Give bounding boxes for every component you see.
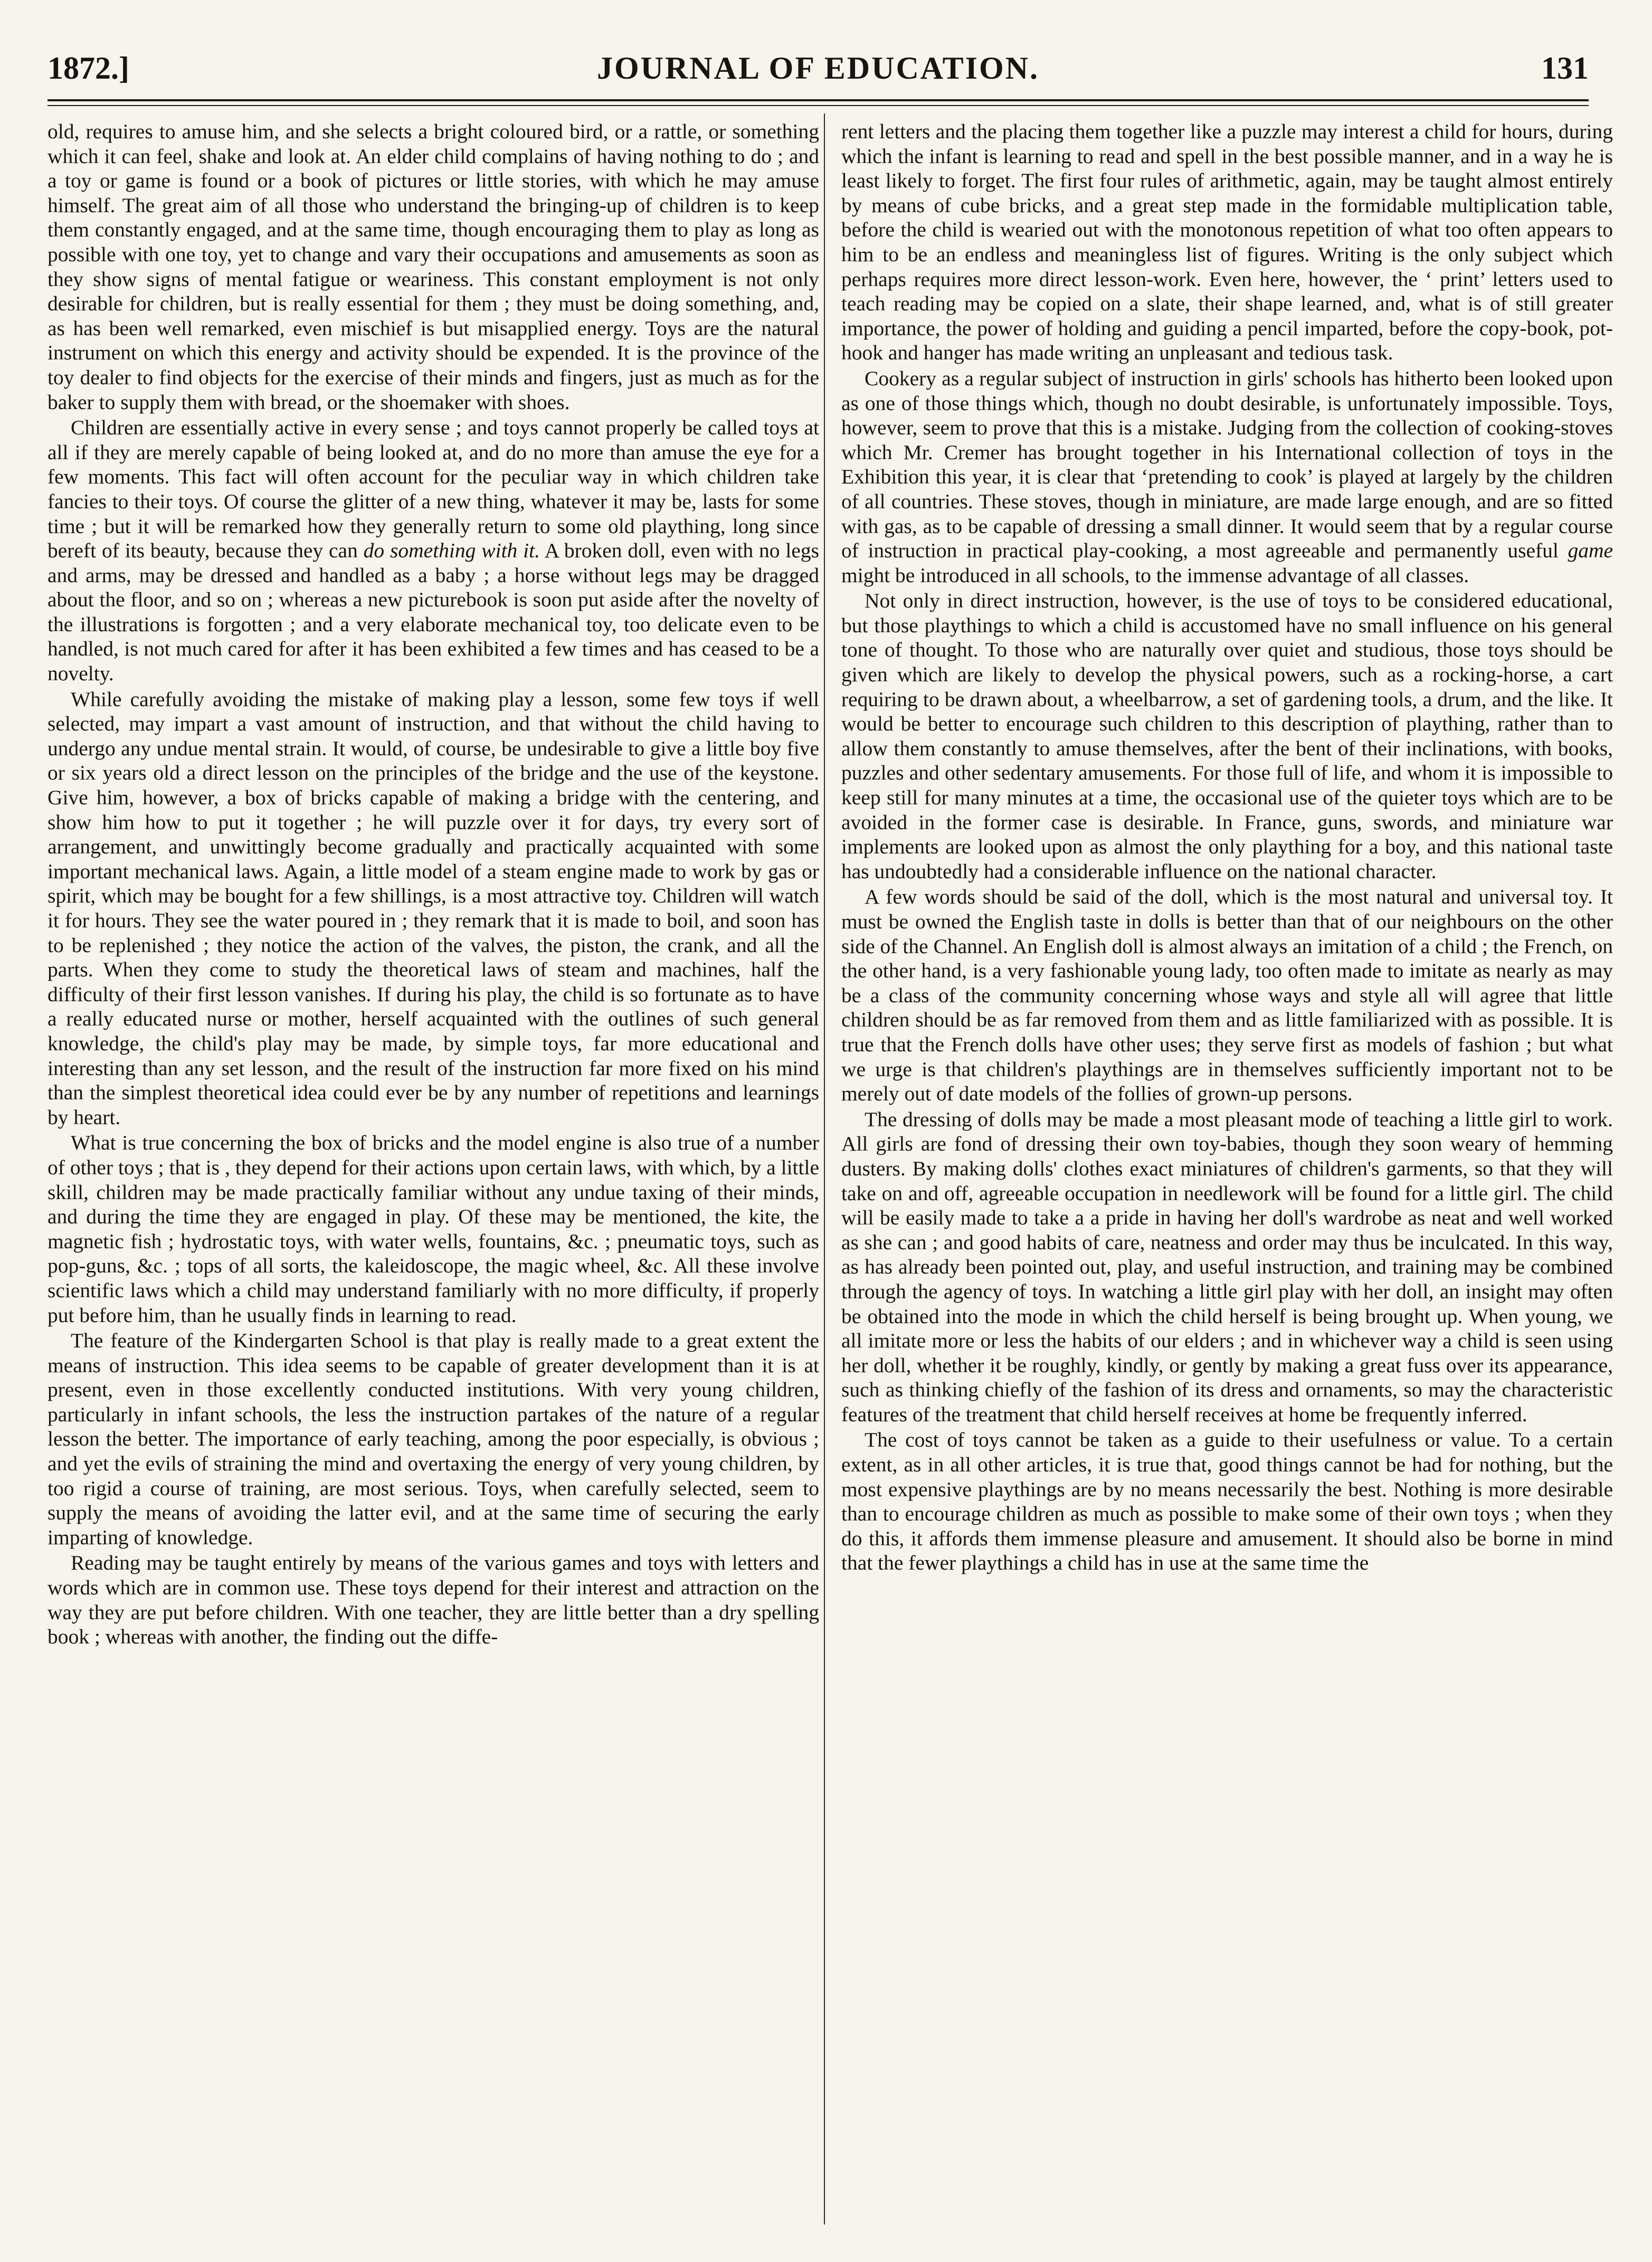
header-rule-thick <box>48 99 1589 101</box>
paragraph: The dressing of dolls may be made a most pleasant mode of teaching a little girl to work. All girls are fond of dressing their own toy-babies, though they soon weary of hemming dusters. By making dolls' clothes exact miniatures of children's garments, so that they will take on and off, agreeable occupation in needlework will be found for a little girl. The child will be easily made to take a a pride in having her doll's wardrobe as neat and well worked as she can ; and good habits of care, neatness and order may thus be inculcated. In this way, as has already been pointed out, play, and useful instruction, and training may be combined through the agency of toys. In watching a little girl play with her doll, an insight may often be obtained into the mode in which the child herself is being brought up. When young, we all imitate more or less the habits of our elders ; and in whichever way a child is seen using her doll, whether it be roughly, kindly, or gently by making a great fuss over its appearance, such as thinking chiefly of the fashion of its dress and ornaments, so may the characteristic features of the treatment that child herself receives at home be frequently inferred. <box>841 1107 1613 1426</box>
paragraph: Not only in direct instruction, however, is the use of toys to be considered educational, but those playthings to which a child is accustomed have no small influence on his general tone of thought. To those who are naturally over quiet and studious, those toys should be given which are likely to develop the physical powers, such as a rocking-horse, a cart requiring to be drawn about, a wheelbarrow, a set of gardening tools, a drum, and the like. It would be better to encourage such children to this description of plaything, rather than to allow them constantly to amuse themselves, after the bent of their inclinations, with books, puzzles and other sedentary amusements. For those full of life, and whom it is impossible to keep still for many minutes at a time, the occasional use of the quieter toys which are to be avoided in the former case is desirable. In France, guns, swords, and miniature war implements are looked upon as almost the only plaything for a boy, and this national taste has undoubtedly had a considerable influence on the national character. <box>841 589 1613 883</box>
paragraph-text: Cookery as a regular subject of instruction in girls' schools has hitherto been looked upon as one of those things which, though no doubt desirable, is unfortunately impossible. Toys, however, seem to prove that this is a mistake. Judging from the collection of cooking-stoves which Mr. Cremer has brought together in his International collection of toys in the Exhibition this year, it is clear that ‘pretending to cook’ is played at largely by the children of all countries. These stoves, though in miniature, are made large enough, and are so fitted with gas, as to be capable of dressing a small dinner. It would seem that by a regular course of instruction in practical play-cooking, a most agreeable and permanently useful <box>841 366 1613 563</box>
paragraph: The cost of toys cannot be taken as a guide to their usefulness or value. To a certain extent, as in all other articles, it is true that, good things cannot be had for nothing, but the most expensive playthings are by no means necessarily the best. Nothing is more desirable than to encourage children as much as possible to make some of their own toys ; when they do this, it affords them immense pleasure and amusement. It should also be borne in mind that the fewer playthings a child has in use at the same time the <box>841 1428 1613 1575</box>
column-divider <box>824 113 825 2225</box>
paragraph-text: might be introduced in all schools, to the immense advantage of all classes. <box>841 563 1469 587</box>
right-column <box>841 119 1613 2225</box>
paragraph: The feature of the Kindergarten School is that play is really made to a great extent the means of instruction. This idea seems to be capable of greater development than it is at present, even in those excellently conducted institutions. With very young children, particularly in infant schools, the less the instruction partakes of the nature of a regular lesson the better. The importance of early teaching, among the poor especially, is obvious ; and yet the evils of straining the mind and overtaxing the energy of very young children, by too rigid a course of training, are most serious. Toys, when carefully selected, seem to supply the means of avoiding the latter evil, and at the same time of securing the early imparting of knowledge. <box>48 1329 819 1549</box>
paragraph <box>841 366 1613 587</box>
paragraph: What is true concerning the box of bricks and the model engine is also true of a number of other toys ; that is , they depend for their actions upon certain laws, with which, by a little skill, children may be made practically familiar without any undue taxing of their minds, and during the time they are engaged in play. Of these may be mentioned, the kite, the magnetic fish ; hydrostatic toys, with water wells, fountains, &c. ; pneumatic toys, such as pop-guns, &c. ; tops of all sorts, the kaleidoscope, the magic wheel, &c. All these involve scientific laws which a child may understand familiarly with no more difficulty, if properly put before him, than he usually finds in learning to read. <box>48 1131 819 1327</box>
paragraph: A few words should be said of the doll, which is the most natural and universal toy. It must be owned the English taste in dolls is better than that of our neighbours on the other side of the Channel. An English doll is almost always an imitation of a child ; the French, on the other hand, is a very fashionable young lady, too often made to imitate as nearly as may be a class of the community concerning whose ways and style all will agree that little children should be as far removed from them and as little familiarized with as possible. It is true that the French dolls have other uses; they serve first as models of fashion ; but what we urge is that children's playthings are in themselves sufficiently important not to be merely out of date models of the follies of grown-up persons. <box>841 885 1613 1106</box>
paragraph-text: Children are essentially active in every sense ; and toys cannot properly be called toys at all if they are merely capable of being looked at, and do no more than amuse the eye for a few moments. This fact will often account for the peculiar way in which children take fancies to their toys. Of course the glitter of a new thing, whatever it may be, lasts for some time ; but it will be remarked how they generally return to some old plaything, long since bereft of its beauty, because they can <box>48 416 819 563</box>
paragraph: rent letters and the placing them together like a puzzle may interest a child for hours, during which the infant is learning to read and spell in the best possible manner, and in a way he is least likely to forget. The first four rules of arithmetic, again, may be taught almost entirely by means of cube bricks, and a great step made in the formidable multiplication table, before the child is wearied out with the monotonous repetition of what too often appears to him to be an endless and meaningless list of figures. Writing is the only subject which perhaps requires more direct lesson-work. Even here, however, the ‘ print’ letters used to teach reading may be copied on a slate, their shape learned, and, what is of still greater importance, the power of holding and guiding a pencil imparted, before the copy-book, pot-hook and hanger has made writing an unpleasant and tedious task. <box>841 120 1613 365</box>
header-year: 1872.] <box>48 51 129 85</box>
paragraph <box>48 415 819 686</box>
left-column <box>48 119 819 2225</box>
emphasis-text: game <box>1568 539 1613 563</box>
emphasis-text: do something with it. <box>363 539 540 563</box>
page-number: 131 <box>1541 51 1589 85</box>
paragraph: While carefully avoiding the mistake of making play a lesson, some few toys if well selected, may impart a vast amount of instruction, and that without the child having to undergo any undue mental strain. It would, of course, be undesirable to give a little boy five or six years old a direct lesson on the principles of the bridge and the use of the keystone. Give him, however, a box of bricks capable of making a bridge with the centering, and show him how to put it together ; he will puzzle over it for days, try every sort of arrangement, and unwittingly become gradually and practically acquainted with some important mechanical laws. Again, a little model of a steam engine made to work by gas or spirit, which may be bought for a few shillings, is a most attractive toy. Children will watch it for hours. They see the water poured in ; they remark that it is made to boil, and soon has to be replenished ; they notice the action of the valves, the piston, the crank, and all the parts. When they come to study the theoretical laws of steam and machines, half the difficulty of their first lesson vanishes. If during his play, the child is so fortunate as to have a really educated nurse or mother, herself acquainted with the outlines of such general knowledge, the child's play may be made, by simple toys, far more educational and interesting than any set lesson, and the result of the instruction far more fixed on his mind than the simplest theoretical idea could ever be by any number of repetitions and learnings by heart. <box>48 687 819 1129</box>
header-rule-thin <box>48 105 1589 106</box>
paragraph-text: A broken doll, even with no legs and arms, may be dressed and handled as a baby ; a horse without legs may be dragged about the floor, and so on ; whereas a new picturebook is soon put aside after the novelty of the illustrations is forgotten ; and a very elaborate mechanical toy, too delicate even to be handled, is not much cared for after it has been exhibited a few times and has ceased to be a novelty. <box>48 539 819 686</box>
running-head <box>48 50 1589 87</box>
journal-title: JOURNAL OF EDUCATION. <box>596 51 1040 85</box>
paragraph: old, requires to amuse him, and she selects a bright coloured bird, or a rattle, or something which it can feel, shake and look at. An elder child complains of having nothing to do ; and a toy or game is found or a book of pictures or little stories, with which he may amuse himself. The great aim of all those who understand the bringing-up of children is to keep them constantly engaged, and at the same time, though encouraging them to play as long as possible with one toy, yet to change and vary their occupations and amusements as soon as they show signs of mental fatigue or weariness. This constant employment is not only desirable for children, but is really essential for them ; they must be doing something, and, as has been well remarked, even mischief is but misapplied energy. Toys are the natural instrument on which this energy and activity should be expended. It is the province of the toy dealer to find objects for the exercise of their minds and fingers, just as much as for the baker to supply them with bread, or the shoemaker with shoes. <box>48 120 819 414</box>
paragraph: Reading may be taught entirely by means of the various games and toys with letters and words which are in common use. These toys depend for their interest and attraction on the way they are put before children. With one teacher, they are little better than a dry spelling book ; whereas with another, the finding out the diffe- <box>48 1551 819 1649</box>
